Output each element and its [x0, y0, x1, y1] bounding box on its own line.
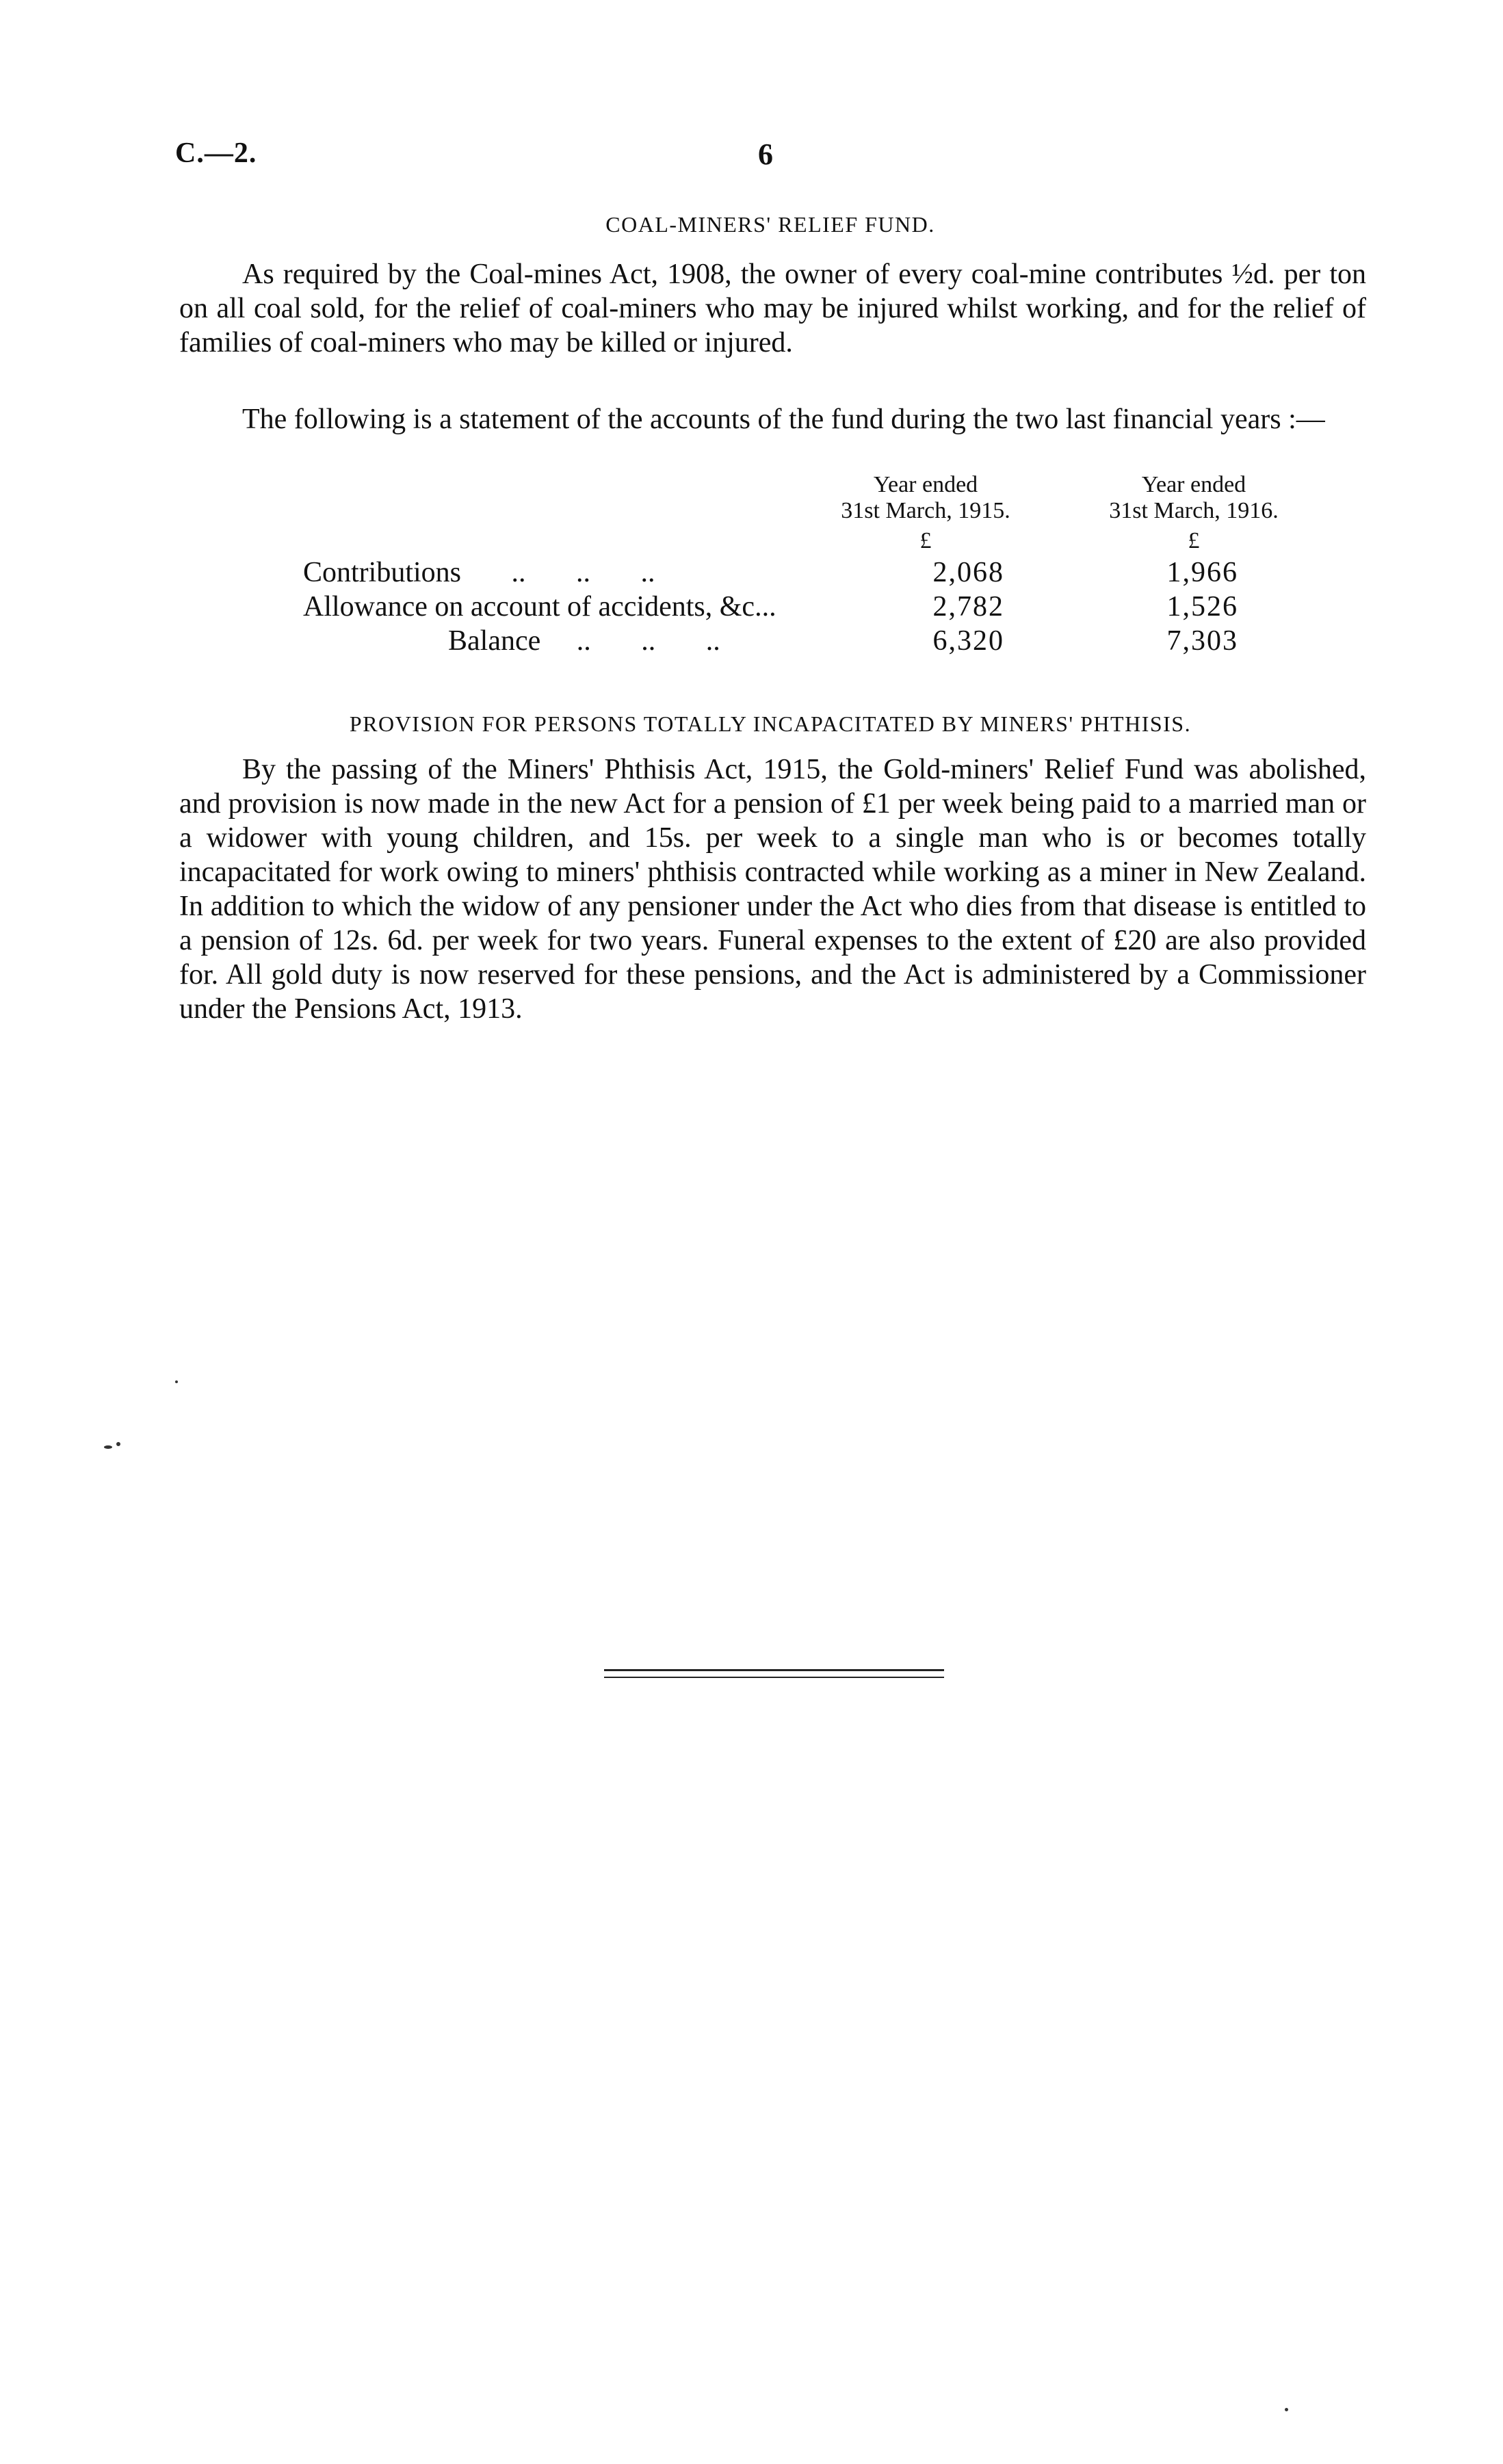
- column-heading-1915-line1: Year ended: [873, 472, 978, 497]
- document-reference: C.—2.: [175, 137, 257, 169]
- column-heading-1916-line2: 31st March, 1916.: [1109, 498, 1279, 523]
- end-rule-bottom: [604, 1677, 944, 1678]
- scan-speck: [104, 1445, 112, 1449]
- scan-speck: [1285, 2408, 1288, 2411]
- section-heading-coal-miners-relief-fund: COAL-MINERS' RELIEF FUND.: [605, 212, 935, 237]
- currency-symbol-1915: £: [919, 528, 932, 553]
- currency-symbol-1916: £: [1188, 528, 1200, 553]
- column-heading-1915-line2: 31st March, 1915.: [841, 498, 1010, 523]
- paragraph-accounts-intro: The following is a statement of the accounts of the fund during the two last financial years :—: [242, 404, 1325, 435]
- column-heading-1916: [1071, 472, 1317, 524]
- column-heading-1915: [802, 472, 1049, 524]
- section-heading-miners-phthisis: PROVISION FOR PERSONS TOTALLY INCAPACITATED BY MINERS' PHTHISIS.: [349, 711, 1192, 736]
- table-cell-allowance-1916: 1,526: [1166, 591, 1238, 622]
- table-row-label-contributions: Contributions .. .. ..: [303, 557, 655, 588]
- table-cell-balance-1915: 6,320: [932, 625, 1004, 657]
- page-number: 6: [758, 137, 773, 171]
- scan-speck: [175, 1380, 178, 1383]
- paragraph-miners-phthisis-act: By the passing of the Miners' Phthisis Act, 1915, the Gold-miners' Relief Fund was abolished, and provision is now made in the new Act for a pension of £1 per week being paid to a married man or a widower with young children, and 15s. per week to a single man who is or becomes totally incapacitated for work owing to miners' phthisis contracted while working as a miner in New Zealand. In addition to which the widow of any pensioner under the Act who dies from that disease is entitled to a pension of 12s. 6d. per week for two years. Funeral expenses to the extent of £20 are also provided for. All gold duty is now reserved for these pensions, and the Act is administered by a Commissioner under the Pensions Act, 1913.: [179, 754, 1366, 1025]
- paragraph-coal-mines-act: As required by the Coal-mines Act, 1908, the owner of every coal-mine contributes ½d. per ton on all coal sold, for the relief of coal-miners who may be injured whilst working, and for the relief of families of coal-miners who may be killed or injured.: [179, 259, 1366, 358]
- table-cell-allowance-1915: 2,782: [932, 591, 1004, 622]
- table-cell-contributions-1916: 1,966: [1166, 557, 1238, 588]
- table-row-label-balance: Balance .. .. ..: [448, 625, 720, 657]
- scan-speck: [116, 1442, 120, 1446]
- table-cell-contributions-1915: 2,068: [932, 557, 1004, 588]
- end-rule-top: [604, 1669, 944, 1671]
- table-cell-balance-1916: 7,303: [1166, 625, 1238, 657]
- table-row-label-allowance: Allowance on account of accidents, &c...: [303, 591, 776, 622]
- column-heading-1916-line1: Year ended: [1141, 472, 1246, 497]
